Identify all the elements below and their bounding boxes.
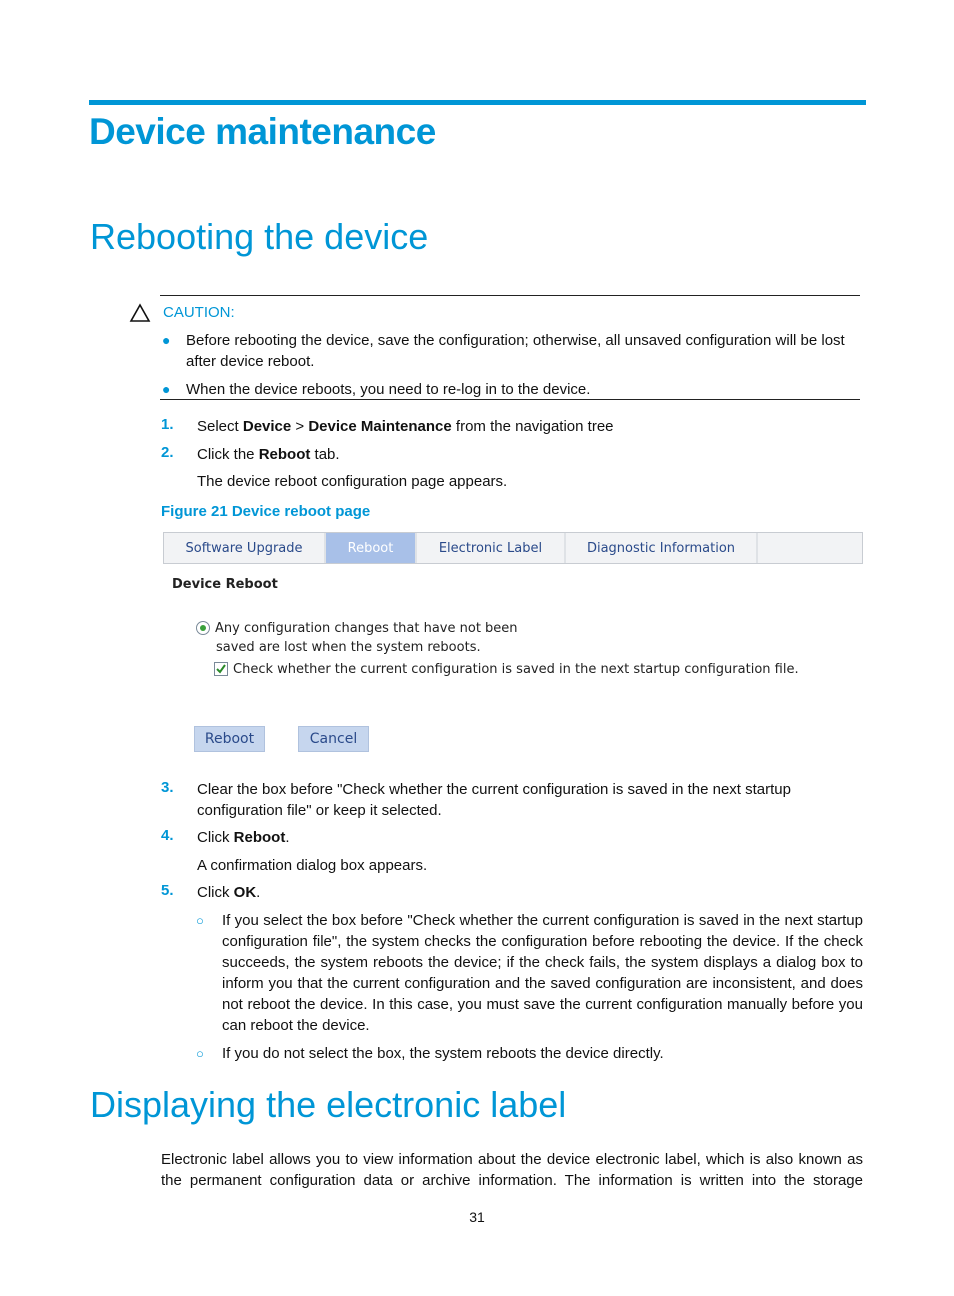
- step-2-text: Click the Reboot tab.: [197, 446, 340, 463]
- step-number: 3.: [161, 779, 174, 796]
- section-2-body-line-1: Electronic label allows you to view information about the device electronic label, which is also known as: [161, 1151, 863, 1168]
- chapter-title: Device maintenance: [89, 111, 436, 152]
- chapter-rule: [89, 100, 866, 105]
- step-number: 2.: [161, 444, 174, 461]
- section-title-rebooting: Rebooting the device: [90, 216, 429, 257]
- page-number: 31: [469, 1209, 485, 1225]
- cancel-button[interactable]: Cancel: [298, 726, 369, 752]
- caution-item-2: When the device reboots, you need to re-log in to the device.: [186, 381, 591, 398]
- step-1-text: Select Device > Device Maintenance from the navigation tree: [197, 418, 614, 435]
- radio-label-line-2: saved are lost when the system reboots.: [216, 640, 481, 655]
- section-2-body-line-2: the permanent configuration data or archive information. The information is written into the storage: [161, 1172, 863, 1189]
- step-2-note: The device reboot configuration page appears.: [197, 473, 508, 490]
- step-5-sub-2: If you do not select the box, the system reboots the device directly.: [222, 1045, 664, 1062]
- tab-filler: [758, 533, 862, 563]
- reboot-radio-button[interactable]: [196, 621, 210, 635]
- tab-diagnostic-information[interactable]: Diagnostic Information: [566, 533, 758, 563]
- checkmark-icon: [215, 663, 227, 675]
- ok-button-ref: OK: [233, 884, 257, 901]
- figure-caption: Figure 21 Device reboot page: [161, 503, 371, 520]
- step-4-text: Click Reboot.: [197, 829, 290, 846]
- section-title-electronic-label: Displaying the electronic label: [90, 1084, 567, 1125]
- step-5-sub-1: If you select the box before "Check whether the current configuration is saved in the next startup configuration file", the system checks the configuration before rebooting the device. If the check succeeds, the system reboots the device; if the check fails, the system displays a dialog box to inform you that the current configuration and the saved configuration are inconsistent, and does not reboot the device. In this case, you must save the current configuration manually before you can reboot the device.: [222, 912, 863, 1034]
- caution-bottom-rule: [160, 399, 860, 400]
- device-reboot-heading: Device Reboot: [172, 577, 278, 592]
- caution-triangle-icon: [129, 303, 151, 323]
- check-config-checkbox[interactable]: [214, 662, 228, 676]
- circle-bullet-icon: ○: [196, 913, 204, 928]
- tab-software-upgrade[interactable]: Software Upgrade: [164, 533, 326, 563]
- step-number: 4.: [161, 827, 174, 844]
- circle-bullet-icon: ○: [196, 1046, 204, 1061]
- reboot-tab-ref: Reboot: [258, 446, 311, 463]
- step-4-note: A confirmation dialog box appears.: [197, 857, 428, 874]
- menu-device: Device: [242, 418, 292, 435]
- caution-bullet-icon: ●: [162, 381, 171, 397]
- checkbox-label: Check whether the current configuration is saved in the next startup configuration file.: [233, 662, 799, 677]
- step-5-text: Click OK.: [197, 884, 261, 901]
- radio-label-line-1: Any configuration changes that have not been: [215, 621, 518, 636]
- tab-electronic-label[interactable]: Electronic Label: [417, 533, 566, 563]
- caution-top-rule: [160, 295, 860, 296]
- caution-bullet-icon: ●: [162, 332, 171, 348]
- step-number: 5.: [161, 882, 174, 899]
- reboot-button-ref: Reboot: [233, 829, 286, 846]
- menu-device-maintenance: Device Maintenance: [308, 418, 452, 435]
- caution-label: CAUTION:: [163, 304, 235, 321]
- tab-reboot[interactable]: Reboot: [326, 533, 417, 563]
- step-number: 1.: [161, 416, 174, 433]
- caution-item-1: Before rebooting the device, save the configuration; otherwise, all unsaved configuration will be lost after device reboot.: [186, 332, 845, 370]
- step-3-text: Clear the box before "Check whether the current configuration is saved in the next startup configuration file" or keep it selected.: [197, 781, 791, 819]
- figure-tab-bar: [163, 532, 863, 564]
- reboot-button[interactable]: Reboot: [194, 726, 265, 752]
